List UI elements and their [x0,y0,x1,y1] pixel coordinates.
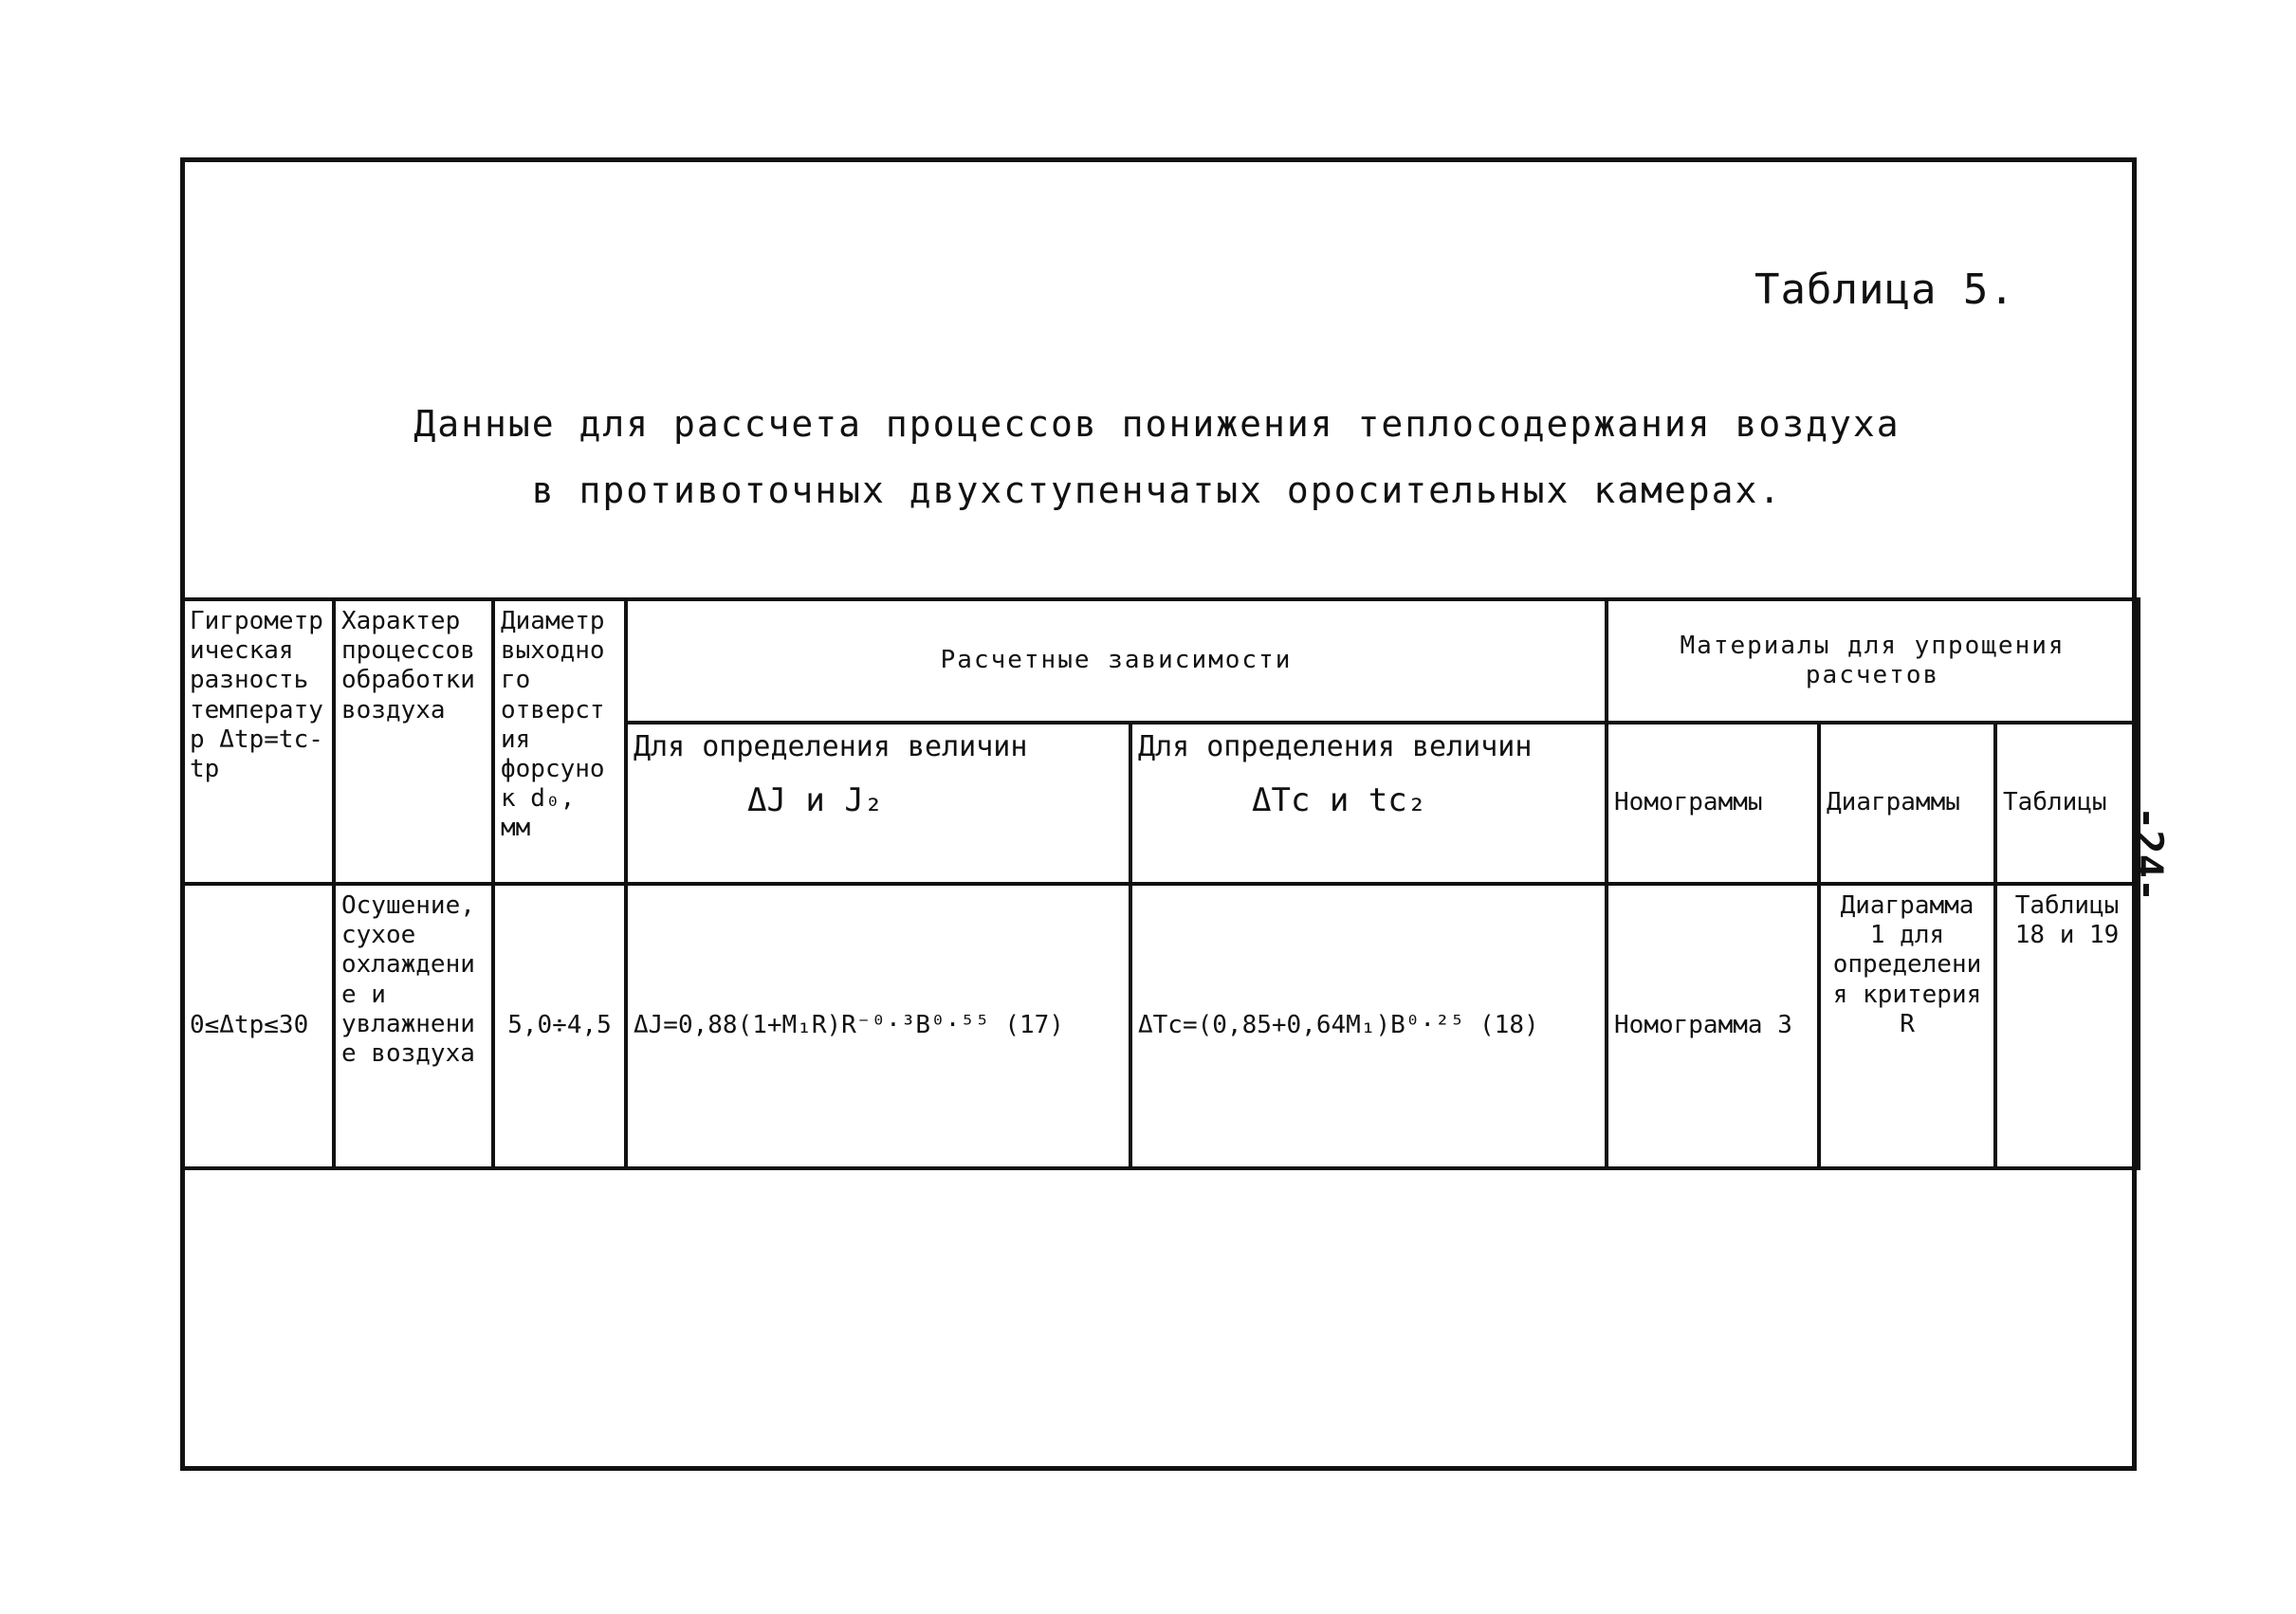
header-nomograms: Номограммы [1607,723,1819,884]
cell-formula-18: ΔTc=(0,85+0,64M₁)B⁰·²⁵ (18) [1130,884,1607,1168]
data-table [180,597,2140,1170]
cell-range: 0≤Δtp≤30 [182,884,334,1168]
header-temperature-symbols: ΔTc и tc₂ [1252,781,1427,819]
header-temperature-group [1130,723,1607,884]
header-humidity-difference: Гигрометрическая разность температур Δtp=tc-tp [182,599,334,884]
table-label: Таблица 5. [1754,266,2015,314]
header-materials: Материалы для упрощения расчетов [1607,599,2139,723]
page-number: -24- [2125,806,2172,903]
header-nozzle-diameter: Диаметр выходного отверстия форсунок d₀, мм [493,599,626,884]
header-enthalpy-label: Для определения величин [634,730,1028,763]
page-title: Данные для рассчета процессов понижения теплосодержания воздуха [413,403,1901,445]
cell-nomogram: Номограмма 3 [1607,884,1819,1168]
header-tables: Таблицы [1995,723,2139,884]
cell-diameter: 5,0÷4,5 [493,884,626,1168]
cell-tables: Таблицы 18 и 19 [1995,884,2139,1168]
page-subtitle: в противоточных двухступенчатых оросительных камерах. [531,469,1783,511]
header-diagrams: Диаграммы [1819,723,1995,884]
header-enthalpy-group [626,723,1130,884]
header-enthalpy-symbols: ΔJ и J₂ [747,781,884,819]
header-temperature-label: Для определения величин [1138,730,1533,763]
header-calculation-dependencies: Расчетные зависимости [626,599,1607,723]
cell-formula-17: ΔJ=0,88(1+M₁R)R⁻⁰·³B⁰·⁵⁵ (17) [626,884,1130,1168]
header-process-type: Характер процессов обработки воздуха [334,599,493,884]
cell-process: Осушение, сухое охлаждение и увлажнение воздуха [334,884,493,1168]
cell-diagram: Диаграмма 1 для определения критерия R [1819,884,1995,1168]
